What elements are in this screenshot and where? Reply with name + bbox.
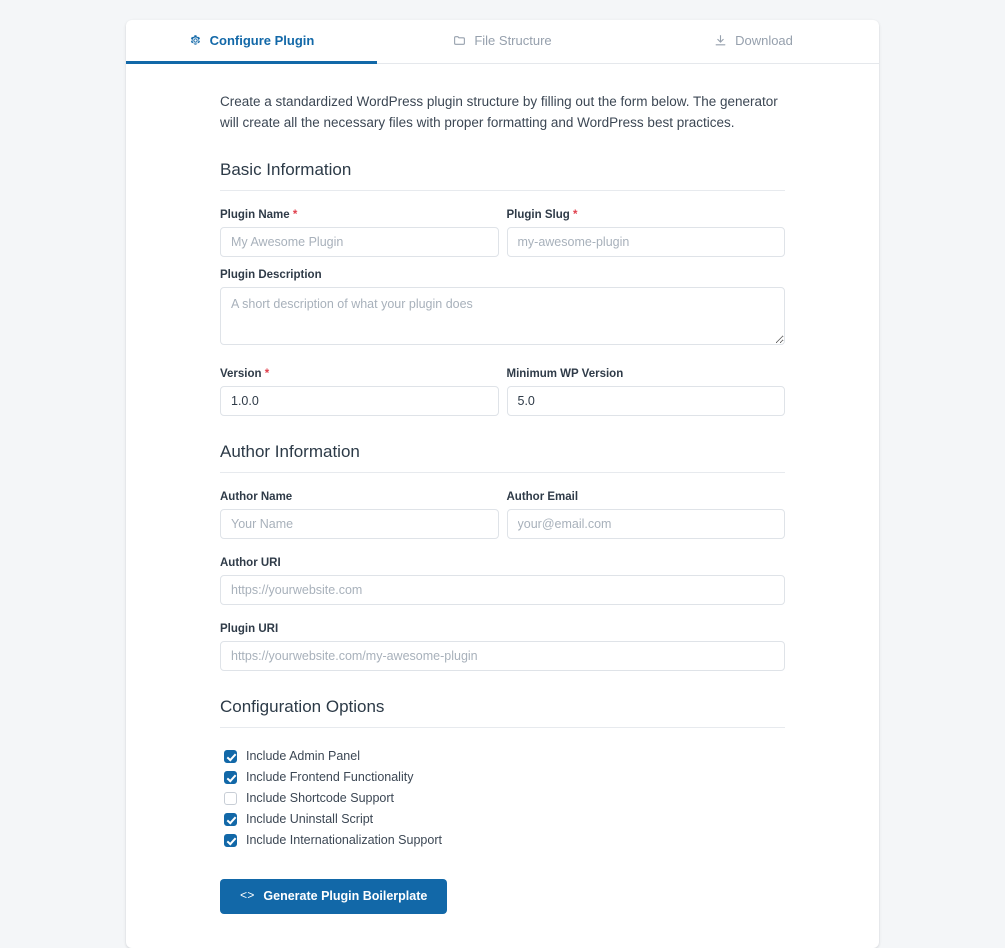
generate-plugin-boilerplate-button[interactable] xyxy=(220,879,447,914)
label-plugin-name xyxy=(220,209,499,221)
label-min-wp-version: Minimum WP Version xyxy=(506,367,624,380)
label-plugin-description: Plugin Description xyxy=(220,268,322,281)
label-text: Plugin Name xyxy=(220,208,290,221)
label-text: Version xyxy=(220,367,262,380)
tab-label: Download xyxy=(735,33,793,48)
plugin-generator-card xyxy=(126,20,879,948)
row-author xyxy=(220,491,785,539)
field-plugin-uri xyxy=(220,623,785,671)
checkbox-label: Include Admin Panel xyxy=(246,749,360,764)
code-icon: <> xyxy=(240,889,255,904)
checkbox-label: Include Frontend Functionality xyxy=(246,770,414,785)
form-body xyxy=(126,64,879,948)
author-name-input[interactable] xyxy=(220,509,499,539)
version-input[interactable] xyxy=(220,386,499,416)
tab-configure-plugin[interactable] xyxy=(126,20,377,64)
folder-icon xyxy=(453,34,466,47)
intro-text: Create a standardized WordPress plugin structure by filling out the form below. The generator will create all the necessary files with proper formatting and WordPress best practices. xyxy=(220,94,778,130)
label-author-name: Author Name xyxy=(220,490,293,503)
checkbox-icon[interactable] xyxy=(224,834,237,847)
plugin-slug-input[interactable] xyxy=(507,227,786,257)
checkbox-label: Include Shortcode Support xyxy=(246,791,395,806)
label-plugin-uri: Plugin URI xyxy=(220,622,279,635)
required-marker: * xyxy=(572,208,578,221)
checkbox-icon[interactable] xyxy=(224,813,237,826)
field-plugin-description xyxy=(220,269,785,350)
checkbox-label: Include Uninstall Script xyxy=(246,812,374,827)
field-version xyxy=(220,368,499,416)
tab-download[interactable] xyxy=(628,20,879,64)
checkbox-row-include-frontend-functionality[interactable] xyxy=(224,767,785,788)
row-version xyxy=(220,368,785,416)
tab-label: File Structure xyxy=(474,33,552,48)
label-plugin-slug xyxy=(507,209,786,221)
author-uri-input[interactable] xyxy=(220,575,785,605)
plugin-uri-input[interactable] xyxy=(220,641,785,671)
label-version xyxy=(220,368,499,380)
checkbox-label: Include Internationalization Support xyxy=(246,833,442,848)
checkbox-icon[interactable] xyxy=(224,792,237,805)
checkbox-icon[interactable] xyxy=(224,771,237,784)
checkbox-row-include-internationalization-support[interactable] xyxy=(224,830,785,851)
section-title-configuration-options: Configuration Options xyxy=(220,696,385,716)
section-divider xyxy=(220,190,785,191)
label-text: Plugin Slug xyxy=(506,208,570,221)
field-plugin-slug xyxy=(507,209,786,257)
section-divider xyxy=(220,472,785,473)
section-title-basic-information: Basic Information xyxy=(220,159,352,179)
field-author-email xyxy=(507,491,786,539)
tab-label: Configure Plugin xyxy=(209,33,315,48)
field-plugin-name xyxy=(220,209,499,257)
field-min-wp-version xyxy=(507,368,786,416)
row-name-slug xyxy=(220,209,785,257)
tab-bar xyxy=(126,20,879,64)
field-author-name xyxy=(220,491,499,539)
section-divider xyxy=(220,727,785,728)
field-author-uri xyxy=(220,557,785,605)
label-author-email: Author Email xyxy=(506,490,579,503)
plugin-description-textarea[interactable] xyxy=(220,287,785,345)
configuration-checkbox-group xyxy=(220,746,785,851)
download-icon xyxy=(714,34,727,47)
label-author-uri: Author URI xyxy=(220,556,281,569)
author-email-input[interactable] xyxy=(507,509,786,539)
generate-button-label: Generate Plugin Boilerplate xyxy=(263,889,428,904)
checkbox-icon[interactable] xyxy=(224,750,237,763)
checkbox-row-include-uninstall-script[interactable] xyxy=(224,809,785,830)
gear-icon xyxy=(189,34,202,47)
section-title-author-information: Author Information xyxy=(220,441,360,461)
plugin-name-input[interactable] xyxy=(220,227,499,257)
min-wp-version-input[interactable] xyxy=(507,386,786,416)
tab-file-structure[interactable] xyxy=(377,20,628,64)
required-marker: * xyxy=(264,367,270,380)
checkbox-row-include-shortcode-support[interactable] xyxy=(224,788,785,809)
required-marker: * xyxy=(292,208,298,221)
checkbox-row-include-admin-panel[interactable] xyxy=(224,746,785,767)
